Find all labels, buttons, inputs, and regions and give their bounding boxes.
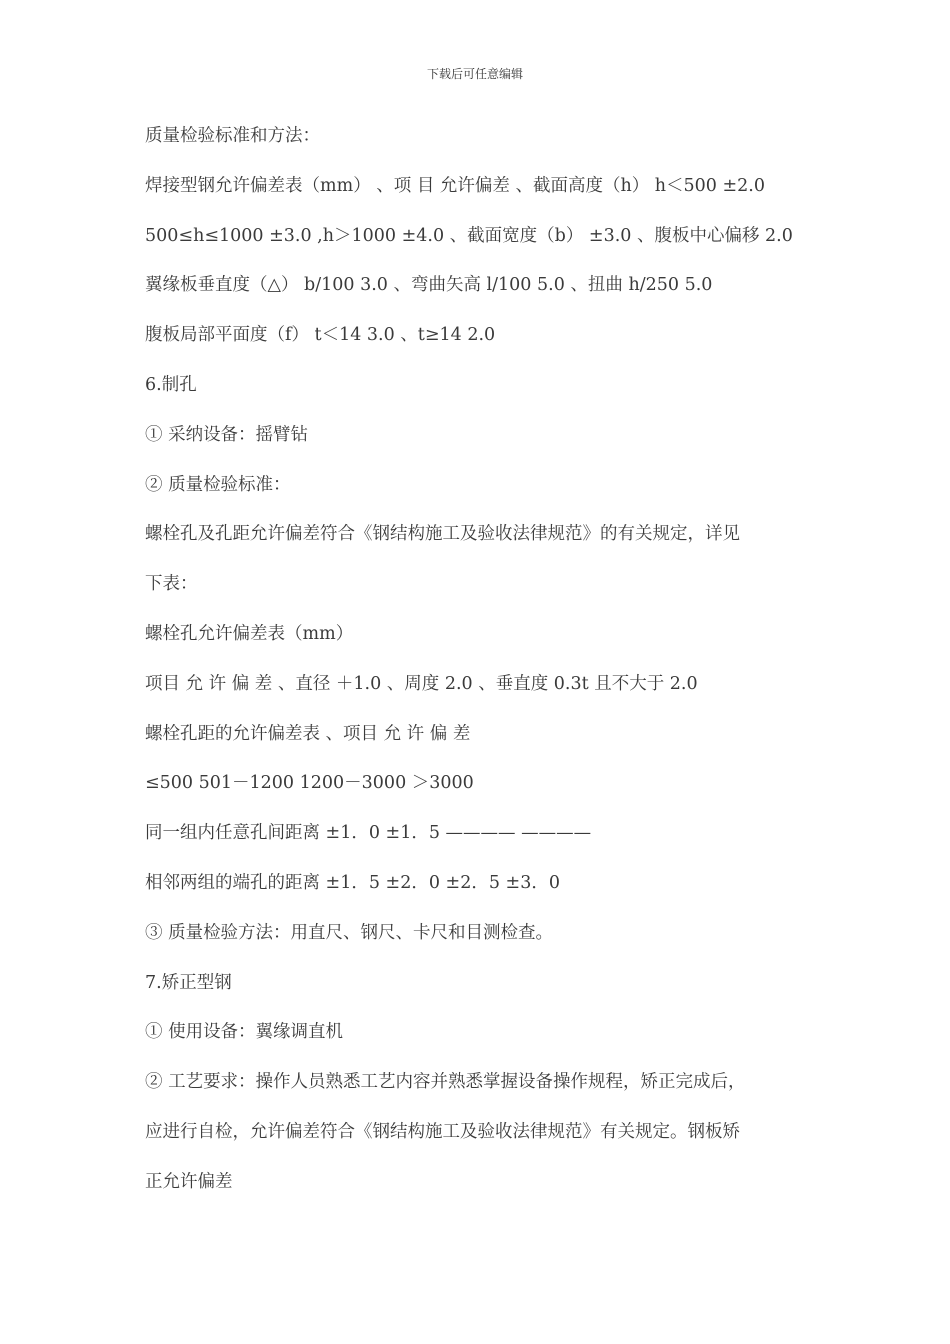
list-item-equipment: ① 采纳设备：摇臂钻 <box>145 424 309 445</box>
paragraph-quality-standards-heading: 质量检验标准和方法： <box>145 126 320 146</box>
document-body <box>145 112 815 1208</box>
paragraph-bolt-hole-spec-cont: 下表： <box>145 574 198 595</box>
table-row-same-group: 同一组内任意孔间距离 ±1．0 ±1．5 ———— ———— <box>145 823 592 844</box>
paragraph-tolerance-line-1: 焊接型钢允许偏差表（mm） 、项 目 允许偏差 、截面高度（h） h＜500 ±2.0 <box>145 175 766 196</box>
paragraph-process-requirements-end: 正允许偏差 <box>145 1171 233 1192</box>
section-heading-straightening: 7.矫正型钢 <box>145 972 232 993</box>
list-item-quality-standard: ② 质量检验标准： <box>145 474 291 495</box>
list-item-inspection-method: ③ 质量检验方法：用直尺、钢尺、卡尺和目测检查。 <box>145 922 554 943</box>
section-heading-drilling: 6.制孔 <box>145 374 197 395</box>
table-title-hole-spacing: 螺栓孔距的允许偏差表 、项目 允 许 偏 差 <box>145 723 471 744</box>
paragraph-tolerance-line-3: 翼缘板垂直度（△） b/100 3.0 、弯曲矢高 l/100 5.0 、扭曲 h/250 5.0 <box>145 275 713 296</box>
paragraph-tolerance-line-4: 腹板局部平面度（f） t＜14 3.0 、t≥14 2.0 <box>145 325 496 346</box>
paragraph-process-requirements-cont: 应进行自检，允许偏差符合《钢结构施工及验收法律规范》有关规定。钢板矫 <box>145 1121 740 1142</box>
paragraph-tolerance-line-2: 500≤h≤1000 ±3.0 ,h＞1000 ±4.0 、截面宽度（b） ±3.0 、腹板中心偏移 2.0 <box>145 225 793 246</box>
table-row-bolt-hole: 项目 允 许 偏 差 、直径 ＋1.0 、周度 2.0 、垂直度 0.3t 且不大于 2.0 <box>145 673 698 694</box>
table-row-spacing-header: ≤500 501－1200 1200－3000 ＞3000 <box>145 773 474 794</box>
paragraph-bolt-hole-spec: 螺栓孔及孔距允许偏差符合《钢结构施工及验收法律规范》的有关规定，详见 <box>145 524 740 545</box>
list-item-straightening-equipment: ① 使用设备：翼缘调直机 <box>145 1022 344 1043</box>
table-row-adjacent-group: 相邻两组的端孔的距离 ±1．5 ±2．0 ±2．5 ±3．0 <box>145 872 560 893</box>
table-title-bolt-hole: 螺栓孔允许偏差表（mm） <box>145 623 354 644</box>
list-item-process-requirements: ② 工艺要求：操作人员熟悉工艺内容并熟悉掌握设备操作规程，矫正完成后， <box>145 1072 746 1093</box>
page-header: 下载后可任意编辑 <box>426 67 523 81</box>
